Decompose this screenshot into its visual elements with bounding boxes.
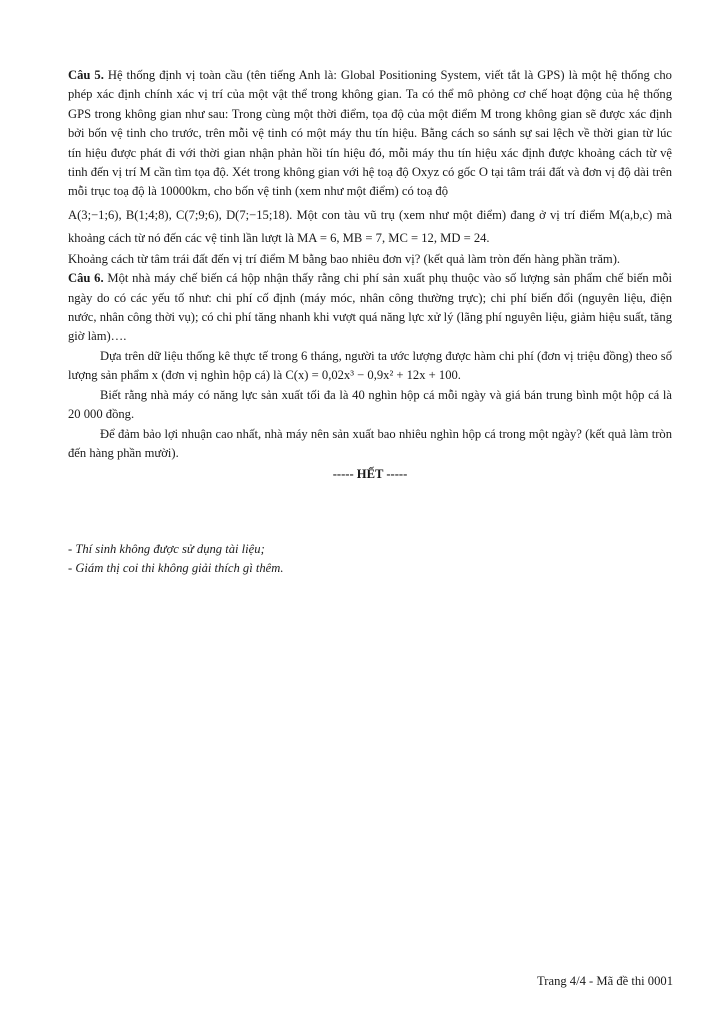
note-item: - Giám thị coi thi không giải thích gì thêm. <box>68 561 284 576</box>
question-6-paragraph-2: Dựa trên dữ liệu thống kê thực tế trong 6 tháng, người ta ước lượng được hàm chi phí (đơn vị triệu đồng) theo số lượng sản phẩm x (đơn vị nghìn hộp cá) là C(x) = 0,02x³ − 0,9x² + 12x + 100. <box>68 348 672 383</box>
question-5-ask <box>68 250 672 269</box>
question-5-text-2: A(3;−1;6), B(1;4;8), C(7;9;6), D(7;−15;18). Một con tàu vũ trụ (xem như một điểm) đang ở vị trí điểm M(a,b,c) mà khoảng cách từ nó đến các vệ tinh lần lượt là MA = 6, MB = 7, MC = 12, MD = 24. <box>68 207 672 245</box>
question-5-coords <box>68 204 672 250</box>
end-mark: ----- HẾT ----- <box>332 467 408 482</box>
question-5-text-3: Khoảng cách từ tâm trái đất đến vị trí điểm M bằng bao nhiêu đơn vị? (kết quả làm tròn đến hàng phần trăm). <box>68 251 621 266</box>
question-6-paragraph-4: Để đảm bảo lợi nhuận cao nhất, nhà máy nên sản xuất bao nhiêu nghìn hộp cá trong một ngày? (kết quả làm tròn đến hàng phần mười). <box>68 426 672 460</box>
page-footer: Trang 4/4 - Mã đề thi 0001 <box>537 974 673 988</box>
exam-content <box>68 66 672 485</box>
exam-notes <box>68 540 283 579</box>
question-5-text-1: Hệ thống định vị toàn cầu (tên tiếng Anh là: Global Positioning System, viết tắt là GPS) là một hệ thống cho phép xác định chính xác vị trí của một vật thể trong không gian. Ta có thể mô phỏng cơ chế hoạt động của hệ thống GPS trong không gian như sau: Trong cùng một thời điểm, tọa độ của một điểm M trong không gian sẽ được xác định bởi bốn vệ tinh cho trước, trên mỗi vệ tinh có một máy thu tín hiệu. Bằng cách so sánh sự sai lệch về thời gian từ lúc tín hiệu được phát đi với thời gian nhận phản hồi tín hiệu đó, mỗi máy thu tín hiệu xác định được khoảng cách từ vệ tinh đến vị trí M cần tìm tọa độ. Xét trong không gian với hệ toạ độ Oxyz có gốc O tại tâm trái đất và đơn vị độ dài trên mỗi trục toạ độ là 10000km, cho bốn vệ tinh (xem như một điểm) có toạ độ <box>68 68 672 199</box>
question-6 <box>68 269 672 347</box>
note-item: - Thí sinh không được sử dụng tài liệu; <box>68 542 265 556</box>
question-6-label: Câu 6. <box>68 271 104 286</box>
question-5-label: Câu 5. <box>68 68 104 82</box>
question-5 <box>68 66 672 202</box>
question-6-paragraph-3: Biết rằng nhà máy có năng lực sản xuất tối đa là 40 nghìn hộp cá mỗi ngày và giá bán trung bình một hộp cá là 20 000 đồng. <box>68 387 672 422</box>
question-6-text-1: Một nhà máy chế biến cá hộp nhận thấy rằng chi phí sản xuất phụ thuộc vào số lượng sản phẩm chế biến mỗi ngày do có các yếu tố như: chi phí cố định (máy móc, nhân công thường trực); chi phí biến đổi (nguyên liệu, điện nước, nhân công thời vụ); có chi phí tăng nhanh khi vượt quá năng lực xử lý (lãng phí nguyên liệu, giảm hiệu suất, tăng giờ làm)…. <box>68 271 673 344</box>
